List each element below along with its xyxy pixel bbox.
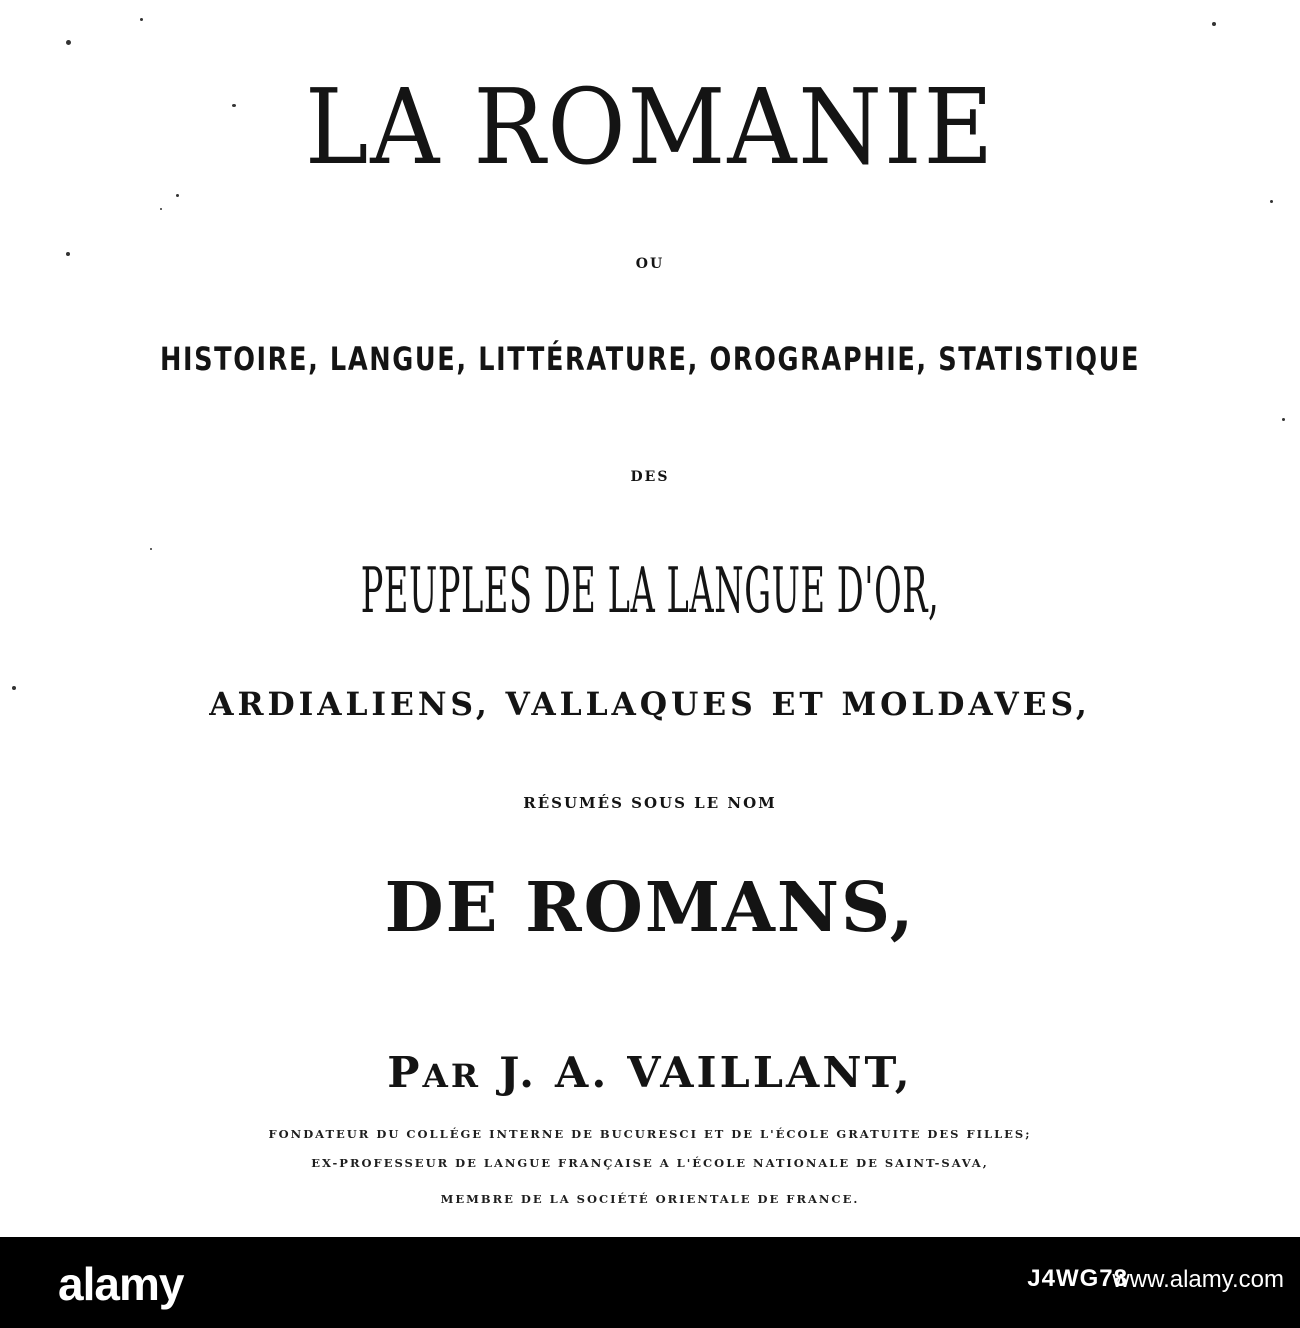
- book-subtitle: HISTOIRE, LANGUE, LITTÉRATURE, OROGRAPHIE, STATISTIQUE: [159, 340, 1141, 378]
- author-credential-1: FONDATEUR DU COLLÉGE INTERNE DE BUCURESCI ET DE L'ÉCOLE GRATUITE DES FILLES;: [268, 1127, 1032, 1141]
- scan-speck: [176, 194, 179, 197]
- word-des: DES: [630, 469, 670, 485]
- scan-speck: [1282, 418, 1285, 421]
- scan-speck: [232, 104, 236, 107]
- author-name: J. A. VAILLANT,: [481, 1048, 913, 1097]
- watermark-footer: [0, 1237, 1300, 1328]
- scan-speck: [1270, 200, 1273, 203]
- book-title: LA ROMANIE: [304, 66, 996, 188]
- scan-speck: [150, 548, 152, 550]
- site-url: www.alamy.com: [1112, 1266, 1284, 1293]
- stock-image-id: J4WG78: [1027, 1265, 1128, 1292]
- resumes-line: RÉSUMÉS SOUS LE NOM: [523, 794, 777, 812]
- author-line: [0, 1048, 1300, 1097]
- conjunction-ou: OU: [635, 256, 665, 272]
- scan-speck: [140, 18, 143, 21]
- author-credential-2: EX-PROFESSEUR DE LANGUE FRANÇAISE A L'ÉCOLE NATIONALE DE SAINT-SAVA,: [311, 1156, 989, 1170]
- scan-speck: [66, 40, 71, 45]
- peuples-heading: PEUPLES DE LA LANGUE D'OR,: [360, 554, 940, 628]
- romans-heading: DE ROMANS,: [384, 868, 916, 948]
- author-par-rest: AR: [422, 1057, 482, 1095]
- scan-speck: [160, 208, 162, 210]
- ardialiens-line: ARDIALIENS, VALLAQUES ET MOLDAVES,: [209, 685, 1091, 723]
- scan-speck: [1212, 22, 1216, 26]
- author-par-initial: P: [387, 1048, 423, 1097]
- scan-speck: [12, 686, 16, 690]
- author-credential-3: MEMBRE DE LA SOCIÉTÉ ORIENTALE DE FRANCE.: [440, 1192, 860, 1206]
- alamy-logo: alamy: [58, 1258, 184, 1310]
- scan-speck: [66, 252, 70, 256]
